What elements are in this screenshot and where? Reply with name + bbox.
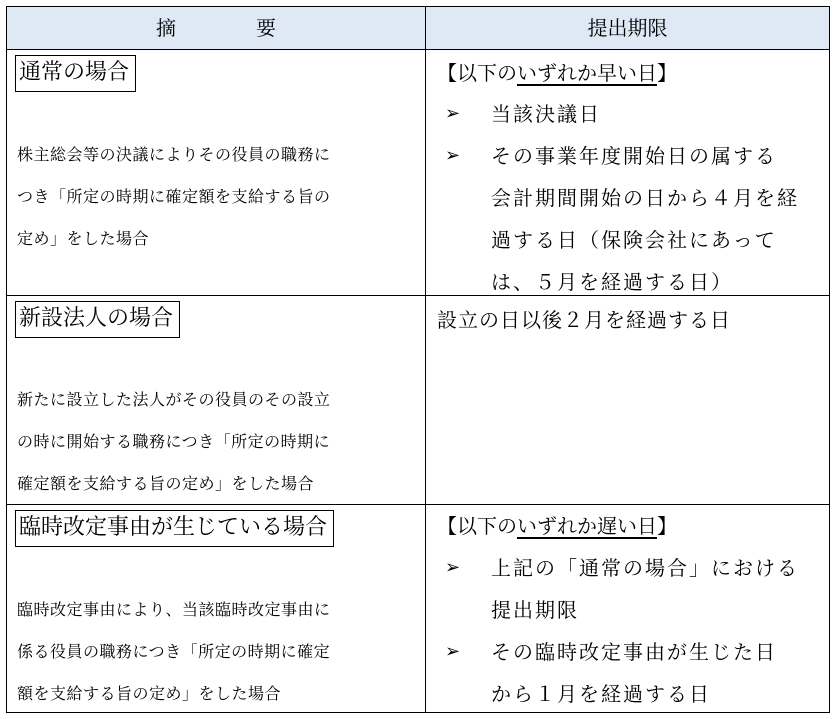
- arrow-bullet-icon: ➢: [445, 557, 461, 578]
- description-line: の時に開始する職務につき「所定の時期に: [17, 432, 331, 451]
- arrow-bullet-icon: ➢: [445, 641, 461, 662]
- case-title-extraordinary-revision: 臨時改定事由が生じている場合: [15, 510, 334, 547]
- deadline-table: [6, 6, 830, 713]
- deadline-bullet: 上記の「通常の場合」における 提出期限: [491, 556, 799, 622]
- description-line: 臨時改定事由により、当該臨時改定事由に: [17, 600, 331, 619]
- deadline-bullet: その臨時改定事由が生じた日 から１月を経過する日: [491, 640, 777, 706]
- description-line: 株主総会等の決議によりその役員の職務に: [17, 145, 331, 164]
- header-deadline: 提出期限: [587, 16, 668, 40]
- case-title-normal: 通常の場合: [15, 55, 136, 92]
- description-line: 額を支給する旨の定め」をした場合: [17, 684, 282, 703]
- column-divider: [425, 7, 426, 712]
- description-line: 確定額を支給する旨の定め」をした場合: [17, 474, 315, 493]
- deadline-new-corporation: 設立の日以後２月を経過する日: [437, 308, 731, 332]
- underlined-condition: いずれか早い日: [517, 61, 657, 85]
- deadline-bullet: その事業年度開始日の属する 会計期間開始の日から４月を経 過する日（保険会社にあって は、５月を経過する日）: [491, 144, 799, 294]
- case-description-normal: [17, 134, 419, 260]
- description-line: 係る役員の職務につき「所定の時期に確定: [17, 642, 331, 661]
- case-description-extraordinary-revision: [17, 589, 419, 715]
- deadline-intro-latest: 【以下のいずれか遅い日】: [437, 514, 677, 538]
- arrow-bullet-icon: ➢: [445, 145, 461, 166]
- header-summary: 摘 要: [156, 16, 306, 40]
- deadline-bullet: 当該決議日: [491, 102, 601, 126]
- row-divider: [7, 49, 829, 50]
- arrow-bullet-icon: ➢: [445, 103, 461, 124]
- deadline-intro-earliest: 【以下のいずれか早い日】: [437, 61, 677, 85]
- underlined-condition: いずれか遅い日: [517, 514, 657, 538]
- case-title-new-corporation: 新設法人の場合: [15, 301, 180, 338]
- description-line: つき「所定の時期に確定額を支給する旨の: [17, 187, 331, 206]
- description-line: 新たに設立した法人がその役員のその設立: [17, 390, 331, 409]
- description-line: 定め」をした場合: [17, 229, 150, 248]
- case-description-new-corporation: [17, 379, 419, 505]
